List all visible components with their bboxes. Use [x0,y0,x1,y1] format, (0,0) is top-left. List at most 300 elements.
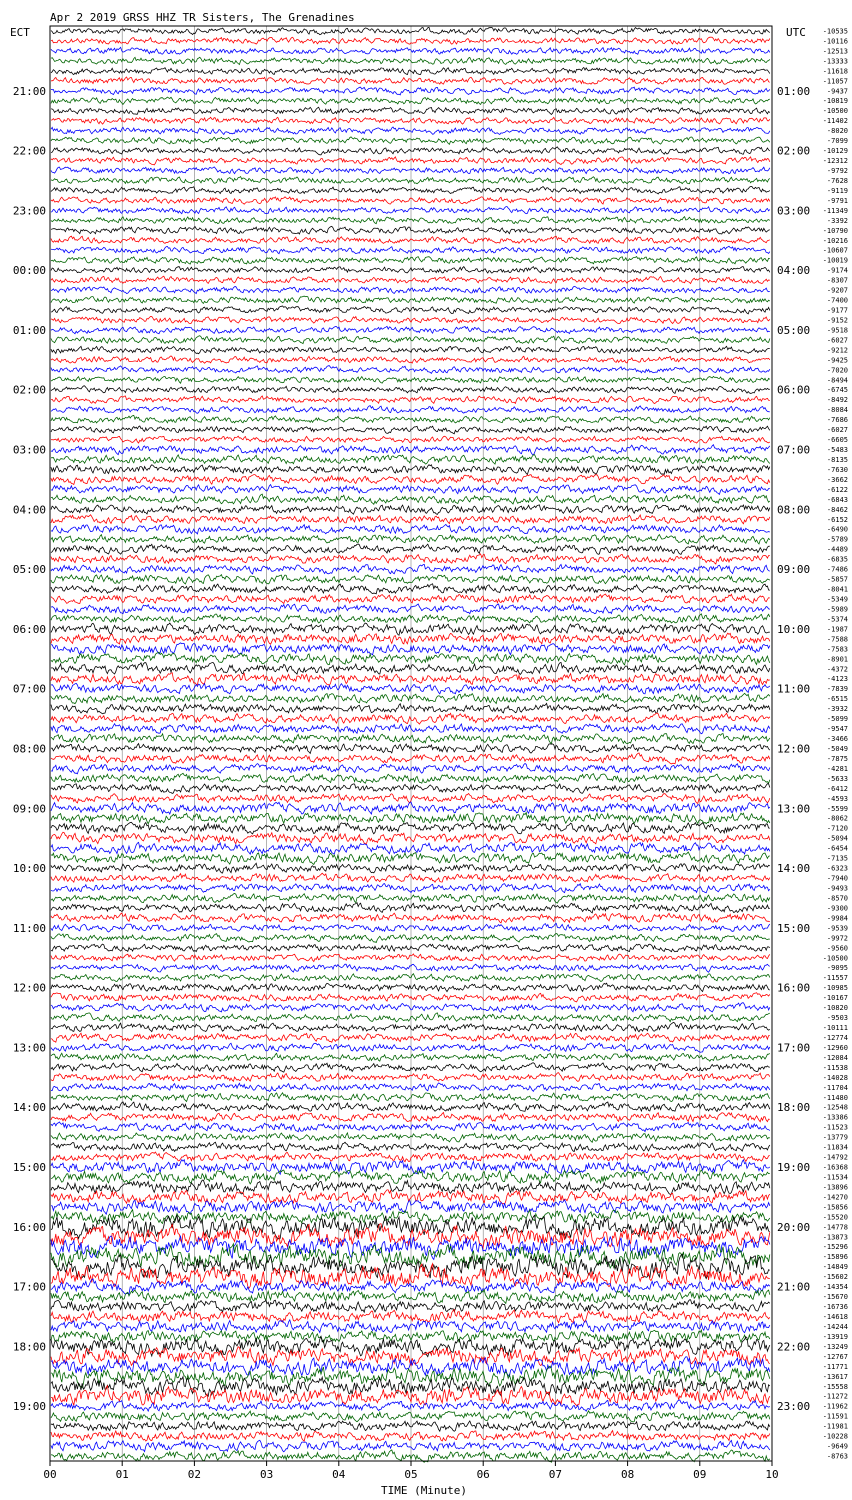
row-offset-label: -9119 [826,186,848,195]
trace-row-15 [51,177,770,184]
trace-row-45 [51,475,770,485]
row-offset-label: -9095 [826,964,848,973]
trace-row-115 [51,1170,770,1184]
trace-row-66 [51,683,770,693]
row-offset-label: -3932 [826,705,848,714]
row-offset-label: -9174 [826,266,848,275]
row-offset-label: -8041 [826,585,848,594]
trace-row-56 [51,584,770,594]
trace-row-67 [51,693,770,703]
row-offset-label: -5049 [826,744,848,753]
row-offset-label: -9518 [826,326,848,335]
row-offset-label: -6152 [826,515,848,524]
row-offset-label: -14618 [822,1313,848,1322]
trace-row-87 [51,894,770,904]
row-offset-label: -11402 [822,117,848,126]
row-offset-label: -6412 [826,784,848,793]
trace-row-103 [51,1053,770,1061]
row-offset-label: -7875 [826,754,848,763]
left-hour-label: 03:00 [12,443,46,457]
trace-row-44 [51,465,770,475]
trace-row-32 [51,346,770,353]
row-offset-label: -10116 [822,37,848,46]
trace-row-9 [51,117,770,124]
trace-row-18 [51,207,770,214]
trace-row-73 [51,753,770,764]
row-offset-label: -6027 [826,336,848,345]
row-offset-label: -7686 [826,416,848,425]
trace-row-96 [51,983,770,991]
left-hour-label: 04:00 [12,503,46,517]
row-offset-label: -10167 [822,994,848,1003]
trace-row-106 [51,1083,770,1092]
row-offset-label: -9437 [826,87,848,96]
row-offset-label: -8492 [826,396,848,405]
trace-row-72 [51,744,770,754]
row-offset-label: -3662 [826,475,848,484]
row-offset-label: -10535 [822,27,848,36]
row-offset-label: -10129 [822,147,848,156]
trace-row-97 [51,993,770,1002]
row-offset-label: -15296 [822,1243,848,1252]
row-offset-label: -12312 [822,157,848,166]
right-hour-label: 23:00 [777,1400,811,1414]
row-offset-label: -5374 [826,615,848,624]
row-offset-label: -5633 [826,774,848,783]
row-offset-label: -11618 [822,67,848,76]
trace-row-100 [51,1022,770,1031]
right-hour-label: 15:00 [777,921,811,935]
trace-row-57 [51,594,770,603]
left-hour-labels [13,85,46,1413]
x-tick-label: 05 [404,1468,418,1481]
trace-row-19 [51,217,770,224]
row-offset-label: -5349 [826,595,848,604]
trace-row-140 [51,1421,770,1431]
trace-row-11 [51,137,770,144]
row-offset-label: -11704 [822,1083,848,1092]
trace-row-16 [51,186,770,194]
row-offset-label: -11538 [822,1063,848,1072]
row-offset-label: -13617 [822,1372,848,1381]
right-timezone-label: UTC [786,26,806,39]
row-offset-label: -12513 [822,47,848,56]
row-offset-label: -11349 [822,206,848,215]
row-offset-label: -10790 [822,226,848,235]
trace-row-65 [51,673,770,686]
row-offset-label: -8084 [826,406,848,415]
row-offset-label: -15602 [822,1273,848,1282]
trace-row-14 [51,167,770,174]
x-tick-label: 08 [620,1468,635,1481]
row-offset-label: -9972 [826,934,848,943]
row-offset-label: -14778 [822,1223,848,1232]
trace-row-111 [51,1133,770,1142]
trace-row-89 [51,913,770,923]
right-hour-label: 10:00 [777,622,811,636]
trace-row-79 [51,813,770,824]
row-offset-label: -9547 [826,725,848,734]
trace-row-62 [51,643,770,655]
right-hour-label: 21:00 [777,1280,811,1294]
row-offset-label: -4123 [826,675,848,684]
trace-row-47 [51,494,770,504]
trace-row-42 [51,445,770,455]
left-hour-label: 12:00 [12,981,46,995]
right-hour-label: 09:00 [777,563,811,577]
trace-row-22 [51,246,770,253]
row-offset-label: -1987 [826,625,848,634]
trace-row-131 [51,1330,770,1343]
x-tick-label: 07 [548,1468,563,1481]
row-offset-label: -14028 [822,1073,848,1082]
left-hour-label: 01:00 [12,323,46,337]
row-offset-label: -12084 [822,1053,848,1062]
row-offset-label: -8901 [826,655,848,664]
right-hour-label: 02:00 [777,144,811,158]
row-offset-label: -7486 [826,565,848,574]
trace-row-21 [51,236,770,243]
row-offset-label: -13896 [822,1183,848,1192]
row-offset-label: -5094 [826,834,848,843]
trace-row-71 [51,734,770,744]
trace-row-135 [51,1366,770,1388]
row-offset-label: -13386 [822,1113,848,1122]
trace-row-68 [51,703,770,713]
row-offset-label: -5857 [826,575,848,584]
row-offset-label: -11523 [822,1123,848,1132]
row-offset-label: -10819 [822,97,848,106]
trace-row-0 [51,27,770,34]
trace-row-105 [51,1073,770,1082]
row-offset-label: -7839 [826,685,848,694]
chart-title: Apr 2 2019 GRSS HHZ TR Sisters, The Grenadines [50,11,355,24]
trace-row-85 [51,873,770,882]
left-hour-label: 11:00 [12,921,46,935]
row-offset-label: -7583 [826,645,848,654]
trace-row-81 [51,832,770,844]
row-offset-label: -4372 [826,665,848,674]
trace-row-6 [51,87,770,95]
left-hour-label: 07:00 [12,682,46,696]
row-offset-label: -14270 [822,1193,848,1202]
x-tick-label: 09 [693,1468,707,1481]
left-hour-label: 19:00 [12,1400,46,1414]
trace-row-35 [51,376,770,383]
row-offset-label: -15520 [822,1213,848,1222]
left-hour-label: 17:00 [12,1280,46,1294]
row-offset-label: -9425 [826,356,848,365]
row-offset-label: -11480 [822,1093,848,1102]
x-tick-label: 04 [332,1468,346,1481]
trace-row-98 [51,1003,770,1013]
row-offset-label: -6027 [826,426,848,435]
row-offset-label: -7099 [826,137,848,146]
x-tick-label: 03 [259,1468,274,1481]
row-offset-label: -8494 [826,376,848,385]
trace-row-141 [51,1431,770,1442]
trace-row-118 [51,1200,770,1214]
row-offset-label: -3466 [826,735,848,744]
row-offset-label: -8307 [826,276,848,285]
left-hour-label: 06:00 [12,622,46,636]
row-offset-label: -8062 [826,814,848,823]
row-offset-label: -11981 [822,1422,848,1431]
trace-row-107 [51,1093,770,1102]
trace-row-24 [51,267,770,274]
trace-row-46 [51,485,770,495]
trace-row-113 [51,1152,770,1162]
trace-row-108 [51,1102,770,1112]
trace-row-2 [51,47,770,54]
row-offset-label: -6323 [826,864,848,873]
trace-row-127 [51,1290,770,1304]
right-hour-label: 03:00 [777,204,811,218]
left-hour-label: 15:00 [12,1161,46,1175]
left-hour-label: 14:00 [12,1101,46,1115]
row-offset-label: -12774 [822,1033,848,1042]
left-hour-label: 23:00 [12,204,46,218]
trace-row-88 [51,903,770,913]
row-offset-label: -11962 [822,1402,848,1411]
row-offset-label: -4593 [826,794,848,803]
row-offset-label: -6454 [826,844,848,853]
trace-row-101 [51,1033,770,1042]
row-offset-label: -9791 [826,196,848,205]
trace-row-38 [51,406,770,414]
row-offset-label: -8462 [826,505,848,514]
trace-row-55 [51,575,770,584]
row-offset-label: -6490 [826,525,848,534]
trace-row-8 [51,107,770,114]
trace-row-30 [51,326,770,333]
trace-row-138 [51,1400,770,1411]
trace-row-83 [51,852,770,864]
right-hour-label: 13:00 [777,802,811,816]
trace-row-3 [51,57,770,64]
trace-row-114 [51,1160,770,1175]
trace-row-74 [51,764,770,774]
right-hour-label: 20:00 [777,1220,811,1234]
trace-row-39 [51,415,770,423]
left-hour-label: 00:00 [12,264,46,278]
trace-row-28 [51,306,770,314]
row-offset-label: -10607 [822,246,848,255]
trace-row-139 [51,1411,770,1422]
row-offset-label: -9207 [826,286,848,295]
trace-row-51 [51,535,770,544]
row-offset-label: -13249 [822,1342,848,1351]
row-offset-label: -14354 [822,1283,848,1292]
trace-row-37 [51,396,770,404]
row-offset-label: -12767 [822,1352,848,1361]
left-hour-label: 22:00 [12,144,46,158]
trace-row-36 [51,386,770,394]
trace-row-1 [51,37,770,44]
trace-row-41 [51,436,770,443]
row-offset-label: -14244 [822,1322,848,1331]
left-hour-label: 08:00 [12,742,46,756]
x-axis-label: TIME (Minute) [380,1484,468,1497]
trace-row-48 [51,505,770,515]
row-offset-label: -9539 [826,924,848,933]
row-offset-label: -5989 [826,605,848,614]
trace-row-90 [51,923,770,932]
row-offset-label: -5483 [826,446,848,455]
trace-row-59 [51,614,770,623]
right-hour-label: 01:00 [777,84,811,98]
row-offset-label: -10216 [822,236,848,245]
trace-row-143 [51,1450,770,1462]
right-hour-labels [777,85,810,1413]
row-offset-label: -5599 [826,804,848,813]
trace-row-86 [51,884,770,893]
row-offset-label: -9152 [826,316,848,325]
trace-row-25 [51,276,770,283]
trace-row-17 [51,197,770,204]
trace-row-50 [51,524,770,534]
row-offset-label: -11534 [822,1173,848,1182]
x-tick-label: 10 [765,1468,779,1481]
trace-row-84 [51,863,770,873]
row-offset-label: -11771 [822,1362,848,1371]
trace-row-63 [51,652,770,665]
row-offset-label: -15896 [822,1253,848,1262]
x-tick-label: 01 [115,1468,129,1481]
x-tick-label: 06 [476,1468,490,1481]
trace-row-4 [51,68,770,75]
row-offset-label: -11591 [822,1412,848,1421]
row-offset-label: -16736 [822,1303,848,1312]
trace-row-40 [51,426,770,434]
trace-row-20 [51,226,770,234]
trace-row-112 [51,1142,770,1151]
row-offset-label: -11272 [822,1392,848,1401]
trace-row-12 [51,147,770,155]
trace-row-94 [51,964,770,972]
row-offset-label: -13779 [822,1133,848,1142]
right-hour-label: 19:00 [777,1161,811,1175]
right-hour-label: 12:00 [777,742,811,756]
trace-row-10 [51,127,770,135]
row-offset-label: -14792 [822,1153,848,1162]
left-hour-label: 16:00 [12,1220,46,1234]
row-offset-label: -7400 [826,296,848,305]
trace-row-34 [51,366,770,374]
row-offset-label: -9493 [826,884,848,893]
row-offset-label: -7628 [826,176,848,185]
trace-row-27 [51,296,770,303]
trace-row-49 [51,515,770,524]
row-offset-labels [823,27,848,1460]
trace-row-33 [51,356,770,363]
row-offset-label: -10500 [822,107,848,116]
row-offset-label: -6605 [826,436,848,445]
row-offset-label: -7588 [826,635,848,644]
trace-row-116 [51,1180,770,1194]
row-offset-label: -8570 [826,894,848,903]
trace-row-31 [51,336,770,344]
row-offset-label: -3392 [826,216,848,225]
trace-row-82 [51,842,770,854]
row-offset-label: -10111 [822,1024,848,1033]
row-offset-label: -5789 [826,535,848,544]
right-hour-label: 04:00 [777,264,811,278]
trace-row-123 [51,1244,770,1269]
left-timezone-label: ECT [10,26,30,39]
trace-row-61 [51,633,770,644]
trace-row-23 [51,257,770,265]
trace-row-52 [51,544,770,554]
trace-row-70 [51,724,770,734]
row-offset-label: -9649 [826,1442,848,1451]
trace-row-54 [51,564,770,574]
trace-row-109 [51,1113,770,1122]
trace-row-110 [51,1122,770,1133]
left-hour-label: 05:00 [12,563,46,577]
trace-row-99 [51,1013,770,1022]
trace-row-60 [51,623,770,635]
left-hour-label: 09:00 [12,802,46,816]
x-tick-label: 02 [187,1468,202,1481]
row-offset-label: -13873 [822,1233,848,1242]
row-offset-label: -7135 [826,854,848,863]
row-offset-label: -15670 [822,1293,848,1302]
left-hour-label: 02:00 [12,383,46,397]
trace-row-142 [51,1440,770,1452]
row-offset-label: -11834 [822,1143,848,1152]
right-hour-label: 22:00 [777,1340,811,1354]
row-offset-label: -12960 [822,1043,848,1052]
left-hour-label: 10:00 [12,862,46,876]
row-offset-label: -13919 [822,1332,848,1341]
trace-row-91 [51,934,770,943]
row-offset-label: -14849 [822,1263,848,1272]
trace-row-80 [51,822,770,834]
left-hour-label: 18:00 [12,1340,46,1354]
row-offset-label: -16368 [822,1163,848,1172]
row-offset-label: -6122 [826,485,848,494]
row-offset-label: -6843 [826,495,848,504]
row-offset-label: -12548 [822,1103,848,1112]
row-offset-label: -15856 [822,1203,848,1212]
row-offset-label: -8763 [826,1452,848,1461]
trace-row-5 [51,77,770,84]
trace-row-26 [51,286,770,293]
row-offset-label: -7940 [826,874,848,883]
trace-row-64 [51,662,770,674]
row-offset-label: -10820 [822,1004,848,1013]
row-offset-label: -5099 [826,715,848,724]
row-offset-label: -10500 [822,954,848,963]
row-offset-label: -9792 [826,166,848,175]
row-offset-label: -7630 [826,465,848,474]
trace-row-102 [51,1043,770,1052]
right-hour-label: 18:00 [777,1101,811,1115]
row-offset-label: -9503 [826,1014,848,1023]
row-offset-label: -6835 [826,555,848,564]
left-hour-label: 13:00 [12,1041,46,1055]
row-offset-label: -6745 [826,386,848,395]
row-offset-label: -7020 [826,366,848,375]
left-hour-label: 21:00 [12,84,46,98]
row-offset-label: -13333 [822,57,848,66]
row-offset-label: -15558 [822,1382,848,1391]
row-offset-label: -7120 [826,824,848,833]
trace-row-7 [51,97,770,104]
trace-row-53 [51,554,770,564]
right-hour-label: 16:00 [777,981,811,995]
